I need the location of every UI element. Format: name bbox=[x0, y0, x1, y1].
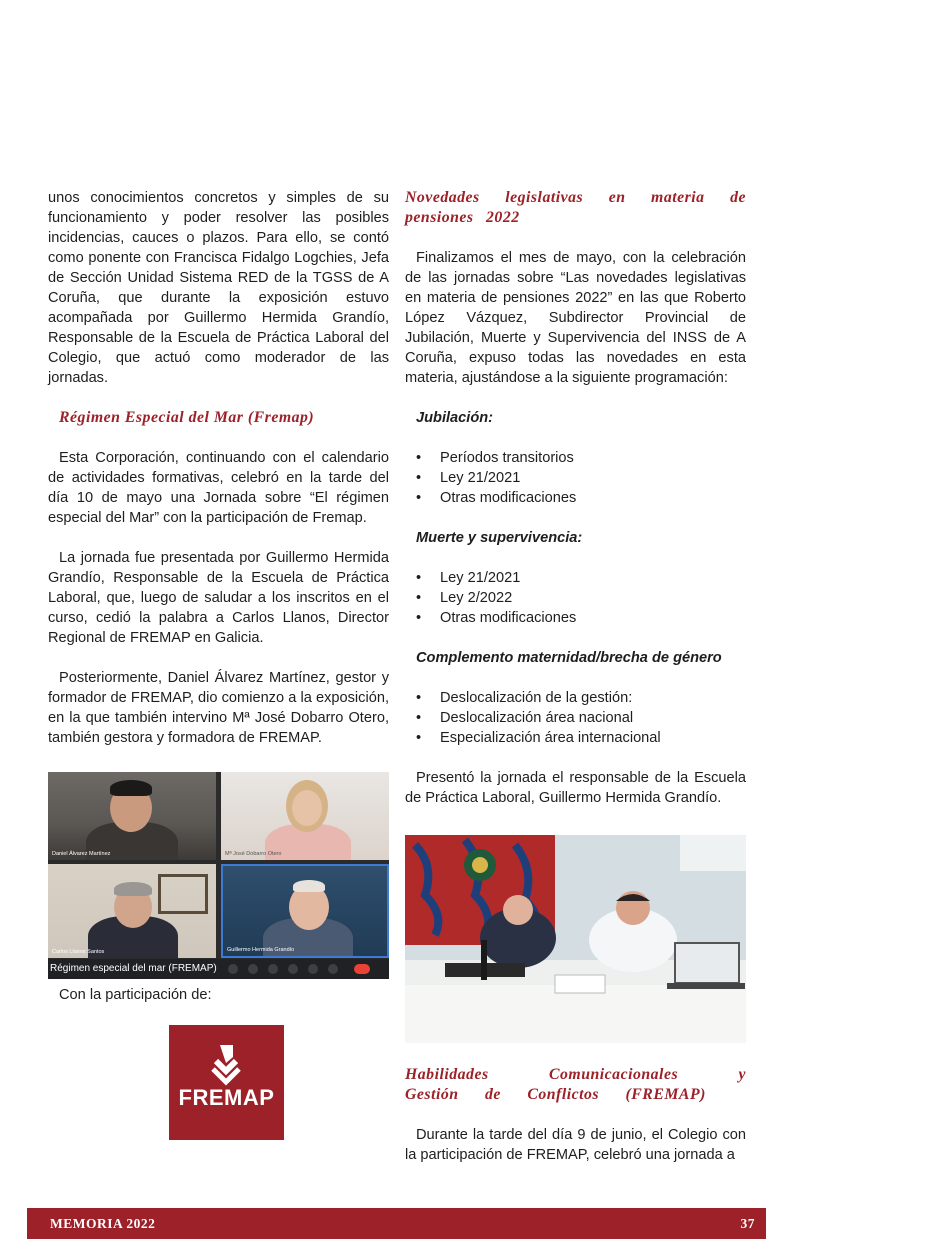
page-number: 37 bbox=[740, 1216, 755, 1231]
paragraph-novedades: Finalizamos el mes de mayo, con la celebración de las jornadas sobre “Las novedades legislativas en materia de pensiones 2022” en las que Roberto López Vázquez, Subdirector Provincial de Jubilación, Muerte y Supervivencia del INSS de A Coruña, expuso todas las novedades en esta materia, ajustándose a la siguiente programación: bbox=[405, 250, 746, 386]
paragraph-regimen-1: Esta Corporación, continuando con el calendario de actividades formativas, celebró en la tarde del día 10 de mayo una Jornada sobre “El régimen especial del Mar” con la participación de Fremap. bbox=[48, 450, 389, 526]
more-options-icon bbox=[328, 964, 338, 974]
conference-photo bbox=[405, 835, 746, 1043]
meeting-title: Régimen especial del mar (FREMAP) bbox=[50, 963, 217, 974]
program-title-muerte: Muerte y supervivencia: bbox=[416, 530, 583, 546]
participant-name: Carlos Llanos Santos bbox=[52, 949, 105, 955]
list-item: • Otras modificaciones bbox=[405, 488, 746, 508]
list-item: • Deslocalización área nacional bbox=[405, 708, 746, 728]
program-title-complemento: Complemento maternidad/brecha de género bbox=[416, 650, 722, 666]
raise-hand-icon bbox=[288, 964, 298, 974]
paragraph-presento: Presentó la jornada el responsable de la Escuela de Práctica Laboral, Guillermo Hermida Grandío. bbox=[405, 770, 746, 806]
list-item: • Especialización área internacional bbox=[405, 728, 746, 748]
footer-title: MEMORIA 2022 bbox=[50, 1216, 156, 1231]
call-control-bar bbox=[48, 959, 389, 979]
program-list-complemento bbox=[405, 688, 746, 748]
captions-icon bbox=[268, 964, 278, 974]
participant-tile bbox=[221, 772, 389, 860]
program-list-jubilacion bbox=[405, 448, 746, 508]
participant-name: Guillermo Hermida Grandío bbox=[227, 947, 295, 953]
list-item: • Ley 21/2021 bbox=[405, 568, 746, 588]
paragraph-regimen-3: Posteriormente, Daniel Álvarez Martínez, gestor y formador de FREMAP, dio comienzo a la exposición, en la que también intervino Mª José Dobarro Otero, también gestora y formadora de FREMAP. bbox=[48, 670, 389, 746]
paragraph-habilidades: Durante la tarde del día 9 de junio, el Colegio con la participación de FREMAP, celebró una jornada a bbox=[405, 1127, 746, 1163]
page-footer bbox=[27, 1208, 766, 1239]
participant-tile bbox=[48, 864, 216, 958]
list-item: • Ley 2/2022 bbox=[405, 588, 746, 608]
list-item: • Períodos transitorios bbox=[405, 448, 746, 468]
paragraph-regimen-2: La jornada fue presentada por Guillermo Hermida Grandío, Responsable de la Escuela de Práctica Laboral, que, luego de saludar a los inscritos en el curso, cedió la palabra a Carlos Llanos, Director Regional de FREMAP en Galicia. bbox=[48, 550, 389, 646]
participant-name: Daniel Álvarez Martínez bbox=[52, 851, 111, 857]
microphone-icon bbox=[228, 964, 238, 974]
program-title-jubilacion: Jubilación: bbox=[416, 410, 494, 426]
fremap-logo-mark-icon bbox=[169, 1025, 284, 1140]
present-icon bbox=[308, 964, 318, 974]
list-item: • Otras modificaciones bbox=[405, 608, 746, 628]
conference-photo-illustration bbox=[405, 835, 746, 1043]
section-heading-novedades: Novedades legislativas en materia de pensiones 2022 bbox=[405, 189, 746, 226]
fremap-logo bbox=[169, 1025, 284, 1140]
caption-participation: Con la participación de: bbox=[59, 987, 212, 1003]
right-column bbox=[405, 188, 746, 828]
section-heading-habilidades: Habilidades Comunicacionales y Gestión de Conflictos (FREMAP) bbox=[405, 1066, 746, 1103]
program-list-muerte bbox=[405, 568, 746, 628]
fremap-logo-text: FREMAP bbox=[178, 1085, 275, 1110]
participant-tile bbox=[48, 772, 216, 860]
participant-name: Mª José Dobarro Otero bbox=[225, 851, 282, 857]
video-call-screenshot bbox=[48, 772, 389, 979]
left-column bbox=[48, 188, 389, 768]
participant-tile bbox=[221, 864, 389, 958]
section-heading-regimen-mar: Régimen Especial del Mar (Fremap) bbox=[59, 409, 315, 426]
intro-paragraph: unos conocimientos concretos y simples de su funcionamiento y poder resolver las posibles incidencias, cauces o plazos. Para ello, se contó como ponente con Francisca Fidalgo Logchies, Jefa de Sección Unidad Sistema RED de la TGSS de A Coruña, que durante la exposición estuvo acompañada por Guillermo Hermida Grandío, Responsable de la Escuela de Práctica Laboral del Colegio, que actuó como moderador de las jornadas. bbox=[48, 190, 389, 386]
end-call-icon bbox=[354, 964, 370, 974]
camera-icon bbox=[248, 964, 258, 974]
right-column-bottom bbox=[405, 1065, 746, 1185]
list-item: • Ley 21/2021 bbox=[405, 468, 746, 488]
list-item: • Deslocalización de la gestión: bbox=[405, 688, 746, 708]
